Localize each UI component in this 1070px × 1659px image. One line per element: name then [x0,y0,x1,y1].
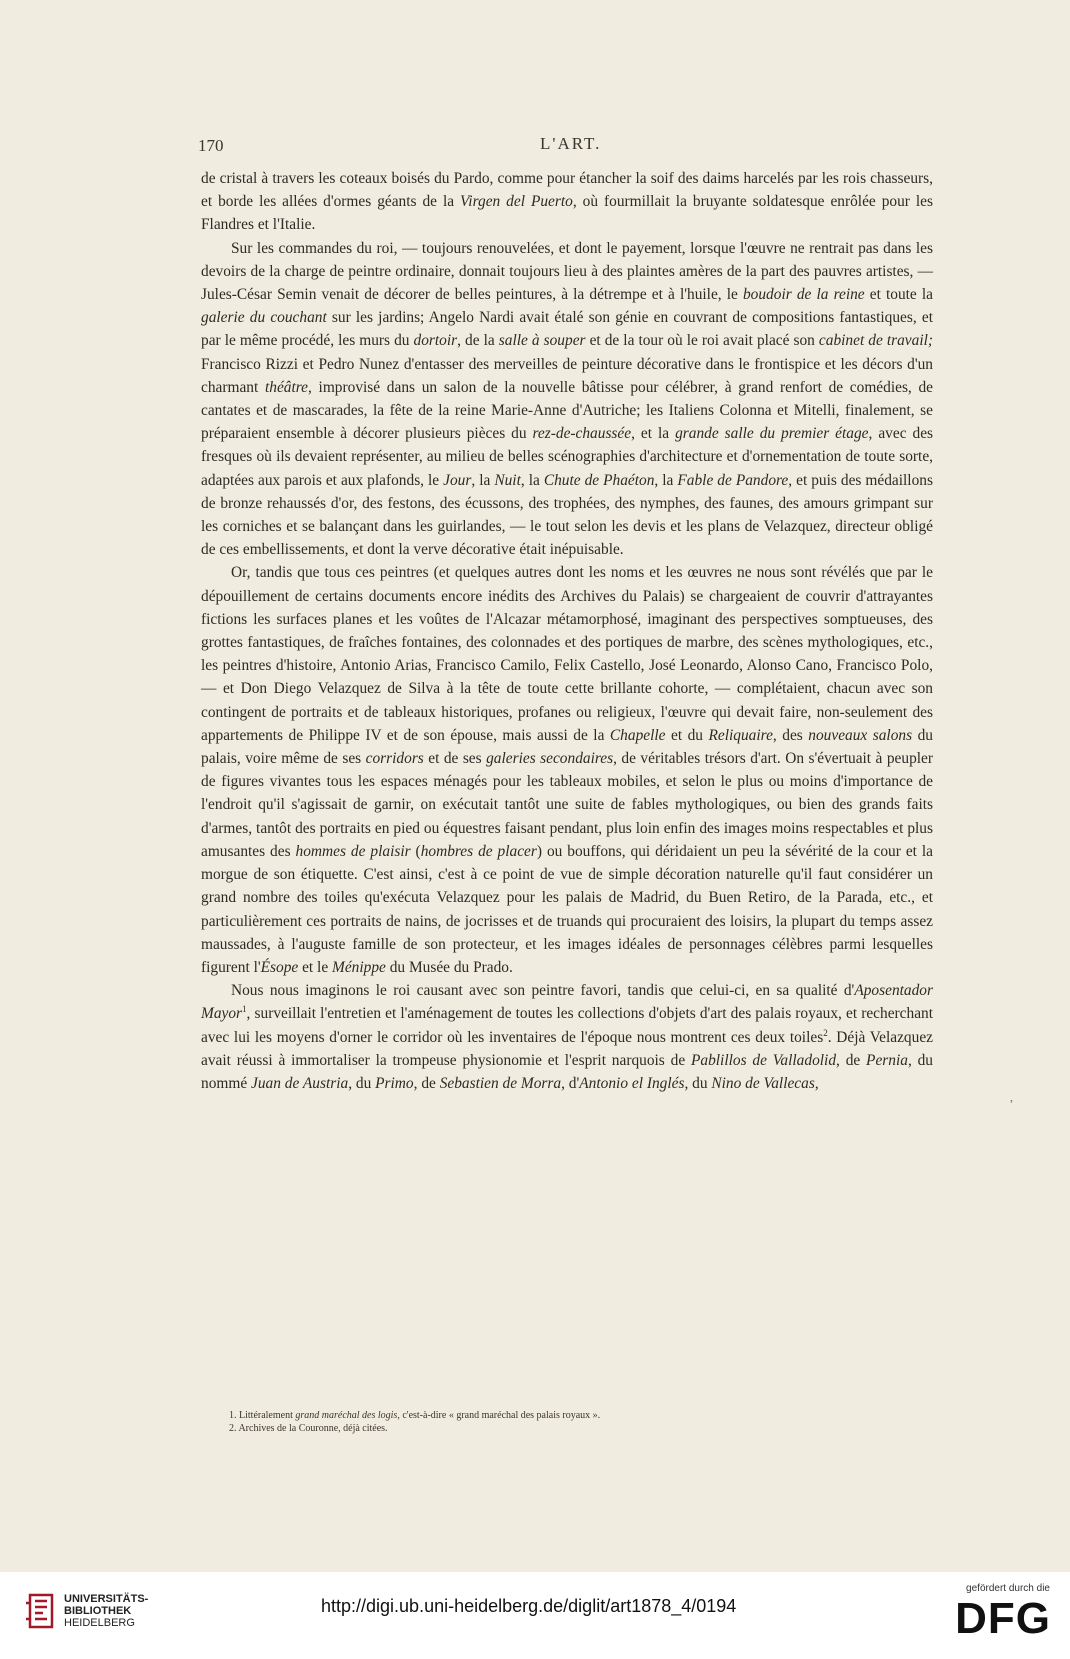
permalink-url[interactable]: http://digi.ub.uni-heidelberg.de/diglit/art1878_4/0194 [321,1596,737,1616]
paragraph: Sur les commandes du roi, — toujours renouvelées, et dont le payement, lorsque l'œuvre ne rentrait pas dans les devoirs de la charge de peintre ordinaire, donnait toujours lieu à des plaintes amères de la part des pauvres artistes, — Jules-César Semin venait de décorer de belles peintures, à la détrempe et à l'huile, le boudoir de la reine et toute la galerie du couchant sur les jardins; Angelo Nardi avait étalé son génie en couvrant de compositions fantastiques, et par le même procédé, les murs du dortoir, de la salle à souper et de la tour où le roi avait placé son cabinet de travail; Francisco Rizzi et Pedro Nunez d'entasser des merveilles de peinture décorative dans le frontispice et les décors d'un charmant théâtre, improvisé dans un salon de la nouvelle bâtisse pour célébrer, à grand renfort de comédies, de cantates et de mascarades, la fête de la reine Marie-Anne d'Autriche; les Italiens Colonna et Mitelli, finalement, se préparaient ensemble à décorer plusieurs pièces du rez-de-chaussée, et la grande salle du premier étage, avec des fresques où ils devaient représenter, au milieu de belles scénographies d'architecture et d'ornementation de toute sorte, adaptées aux parois et aux plafonds, le Jour, la Nuit, la Chute de Phaéton, la Fable de Pandore, et puis des médaillons de bronze rehaussés d'or, des festons, des écussons, des trophées, des nymphes, des faunes, des amours grimpant sur les corniches et se balançant dans les guirlandes, — le tout selon les devis et les plans de Velazquez, directeur obligé de ces embellissements, et dont la verve décorative était inépuisable. [201,239,934,559]
library-name-line3: HEIDELBERG [64,1617,135,1629]
page-number: 170 [198,136,224,155]
university-library-logo-icon [26,1593,56,1629]
footnote-1: 1. Littéralement grand maréchal des logis, c'est-à-dire « grand maréchal des palais royaux ». [229,1410,601,1421]
running-head: L'ART. [540,134,602,153]
funded-by-label: gefördert durch die [966,1583,1050,1594]
library-name [64,1593,148,1629]
article-body [201,167,933,1095]
footnote-2: 2. Archives de la Couronne, déjà citées. [229,1423,388,1434]
paragraph: Or, tandis que tous ces peintres (et quelques autres dont les noms et les œuvres ne nous sont révélés que par le dépouillement de certains documents encore inédits des Archives du Palais) se chargeaient de couvrir d'attrayantes fictions les surfaces planes et les voûtes de l'Alcazar métamorphosé, imaginant des perspectives somptueuses, des grottes fantastiques, de fraîches fontaines, des colonnades et des portiques de marbre, des scènes mythologiques, etc., les peintres d'histoire, Antonio Arias, Francisco Camilo, Felix Castello, José Leonardo, Alonso Cano, Francisco Polo, — et Don Diego Velazquez de Silva à la tête de toute cette brillante cohorte, — complétaient, chacun avec son contingent de portraits et de tableaux historiques, profanes ou religieux, l'œuvre qui devait faire, non-seulement des appartements de Philippe IV et de son épouse, mais aussi de la Chapelle et du Reliquaire, des nouveaux salons du palais, voire même de ses corridors et de ses galeries secondaires, de véritables trésors d'art. On s'évertuait à peupler de figures vivantes tous les espaces ménagés pour les tableaux mobiles, et selon le plus ou moins d'importance de l'endroit qu'il s'agissait de garnir, on exécutait tantôt une suite de fables mythologiques, ou bien des grands faits d'armes, tantôt des portraits en pied ou équestres faisant pendant, plus loin enfin des images moins respectables et plus amusantes des hommes de plaisir (hombres de placer) ou bouffons, qui déridaient un peu la sévérité de la cour et la morgue de son étiquette. C'est ainsi, c'est à ce point de vue de simple décoration naturelle qu'il faut considérer un grand nombre des toiles qu'exécuta Velazquez pour les palais de Madrid, du Buen Retiro, de la Parada, etc., et particulièrement ces portraits de nains, de jocrisses et de truands qui procuraient des loisirs, la plupart du temps assez maussades, à l'auguste famille de son protecteur, et les images idéales de personnages célèbres parmi lesquelles figurent l'Ésope et le Ménippe du Musée du Prado. [201,564,933,976]
paragraph: Nous nous imaginons le roi causant avec son peintre favori, tandis que celui-ci, en sa qualité d'Aposentador Mayor$^1$, surveillait l'entretien et l'aménagement de toutes les collections d'objets d'art des palais royaux, et recherchant avec lui les moyens d'orner le corridor où les inventaires de l'époque nous montrent ces deux toiles$^2$. Déjà Velazquez avait réussi à immortaliser la trompeuse physionomie et l'esprit narquois de Pablillos de Valladolid, de Pernia, du nommé Juan de Austria, du Primo, de Sebastien de Morra, d'Antonio el Inglés, du Nino de Vallecas, [201,982,933,1092]
margin-mark: , [1010,1090,1013,1104]
footnotes [201,1409,933,1435]
library-name-line2: BIBLIOTHEK [64,1605,132,1617]
library-name-line1: UNIVERSITÄTS- [64,1593,149,1605]
paragraph: de cristal à travers les coteaux boisés du Pardo, comme pour étancher la soif des daims harcelés par les rois chasseurs, et borde les allées d'ormes géants de la Virgen del Puerto, où fourmillait la bruyante soldatesque enrôlée pour les Flandres et l'Italie. [201,170,933,234]
viewer-footer [0,1572,1070,1659]
dfg-logo: DFG [955,1594,1051,1643]
